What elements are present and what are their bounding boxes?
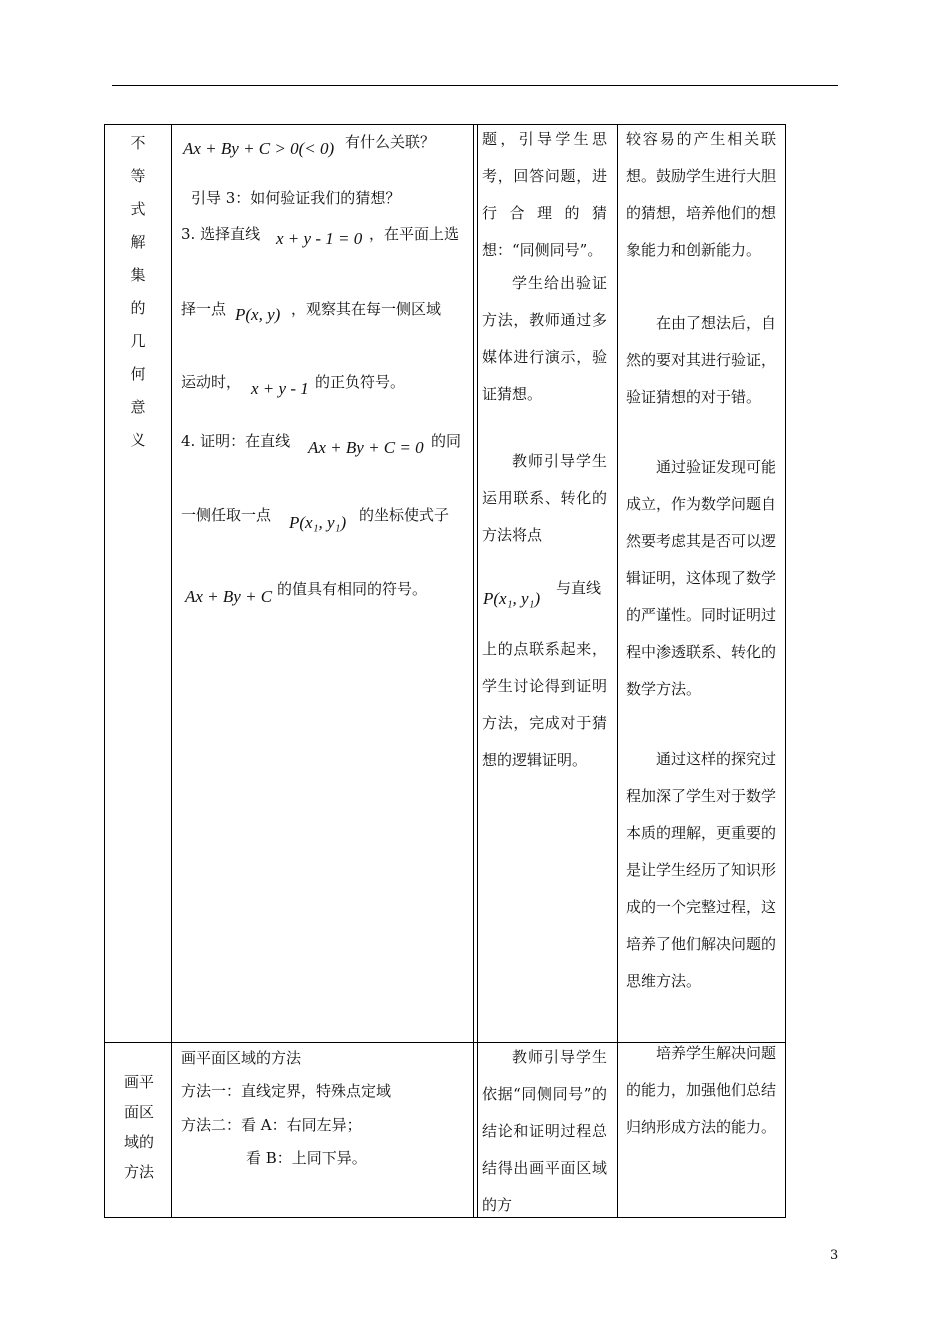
method-2: 方法二：看 A：右同左异； <box>181 1116 362 1134</box>
row2-student: 教师引导学生依据“同侧同号”的结论和证明过程总结得出画平面区域的方 <box>482 1048 607 1214</box>
row2-topic: 画平面区域的方法 <box>123 1073 154 1181</box>
student-para-4: 上的点联系起来，学生讨论得到证明方法，完成对于猜想的逻辑证明。 <box>482 640 607 769</box>
intent-para-1: 较容易的产生相关联想。鼓励学生进行大胆的猜想，培养他们的想象能力和创新能力。 <box>626 130 777 259</box>
column-divider <box>171 125 172 1217</box>
formula-expr: x + y - 1 <box>251 379 309 398</box>
method-1: 方法一：直线定界，特殊点定域 <box>181 1082 392 1100</box>
item4-c-suffix: 的值具有相同的符号。 <box>277 580 428 598</box>
intent-para-3: 通过验证发现可能成立，作为数学问题自然要考虑其是否可以逻辑证明，这体现了数学的严谨性。同时证明过程中渗透联系、转化的数学方法。 <box>626 458 777 698</box>
student-para-1: 题，引导学生思考，回答问题，进行合理的猜想：“同侧同号”。 <box>482 130 607 259</box>
column-divider <box>473 125 478 1217</box>
formula-line: x + y - 1 = 0 <box>276 229 363 248</box>
item4-prefix: 4. 证明：在直线 <box>181 432 291 450</box>
formula-inequality: Ax + By + C > 0(< 0) <box>183 139 335 158</box>
formula-point: P(x, y) <box>235 305 281 324</box>
item4-b-prefix: 一侧任取一点 <box>181 506 272 524</box>
guide-3: 引导 3：如何验证我们的猜想？ <box>191 189 401 207</box>
intent-para-4: 通过这样的探究过程加深了学生对于数学本质的理解，更重要的是让学生经历了知识形成的一个完整过程，这培养了他们解决问题的思维方法。 <box>626 750 777 990</box>
column-divider <box>617 125 618 1217</box>
item3-suffix: ，在平面上选 <box>369 225 460 243</box>
lesson-table <box>104 124 786 1218</box>
formula-line-general: Ax + By + C = 0 <box>308 438 424 457</box>
header-rule <box>112 85 838 86</box>
row2-title: 画平面区域的方法 <box>181 1049 302 1067</box>
row2-intent: 培养学生解决问题的能力，加强他们总结归纳形成方法的能力。 <box>626 1044 777 1136</box>
item3-prefix: 3. 选择直线 <box>181 225 261 243</box>
student-para-2: 学生给出验证方法，教师通过多媒体进行演示，验证猜想。 <box>482 274 607 403</box>
item4-suffix: 的同 <box>431 432 462 450</box>
student-point: P(x₁, y₁) <box>483 589 541 608</box>
formula-point-1: P(x₁, y₁) <box>289 513 347 532</box>
formula-expr-general: Ax + By + C <box>185 587 273 606</box>
student-para-3: 教师引导学生运用联系、转化的方法将点 <box>482 452 607 544</box>
item4-b-suffix: 的坐标使式子 <box>359 506 450 524</box>
row1-topic: 不 等 式 解 集 的 几 何 意 义 <box>130 134 146 449</box>
student-point-suffix: 与直线 <box>556 579 602 597</box>
method-2b: 看 B：上同下异。 <box>246 1149 367 1167</box>
question-text: 有什么关联？ <box>345 133 436 151</box>
item3-c-suffix: 的正负符号。 <box>315 373 406 391</box>
item3-b-prefix: 择一点 <box>181 300 227 318</box>
page-number: 3 <box>830 1248 839 1263</box>
item3-b-suffix: ，观察其在每一侧区域 <box>291 300 442 318</box>
item3-c-prefix: 运动时， <box>181 373 242 391</box>
intent-para-2: 在由了想法后，自然的要对其进行验证，验证猜想的对于错。 <box>626 314 777 406</box>
